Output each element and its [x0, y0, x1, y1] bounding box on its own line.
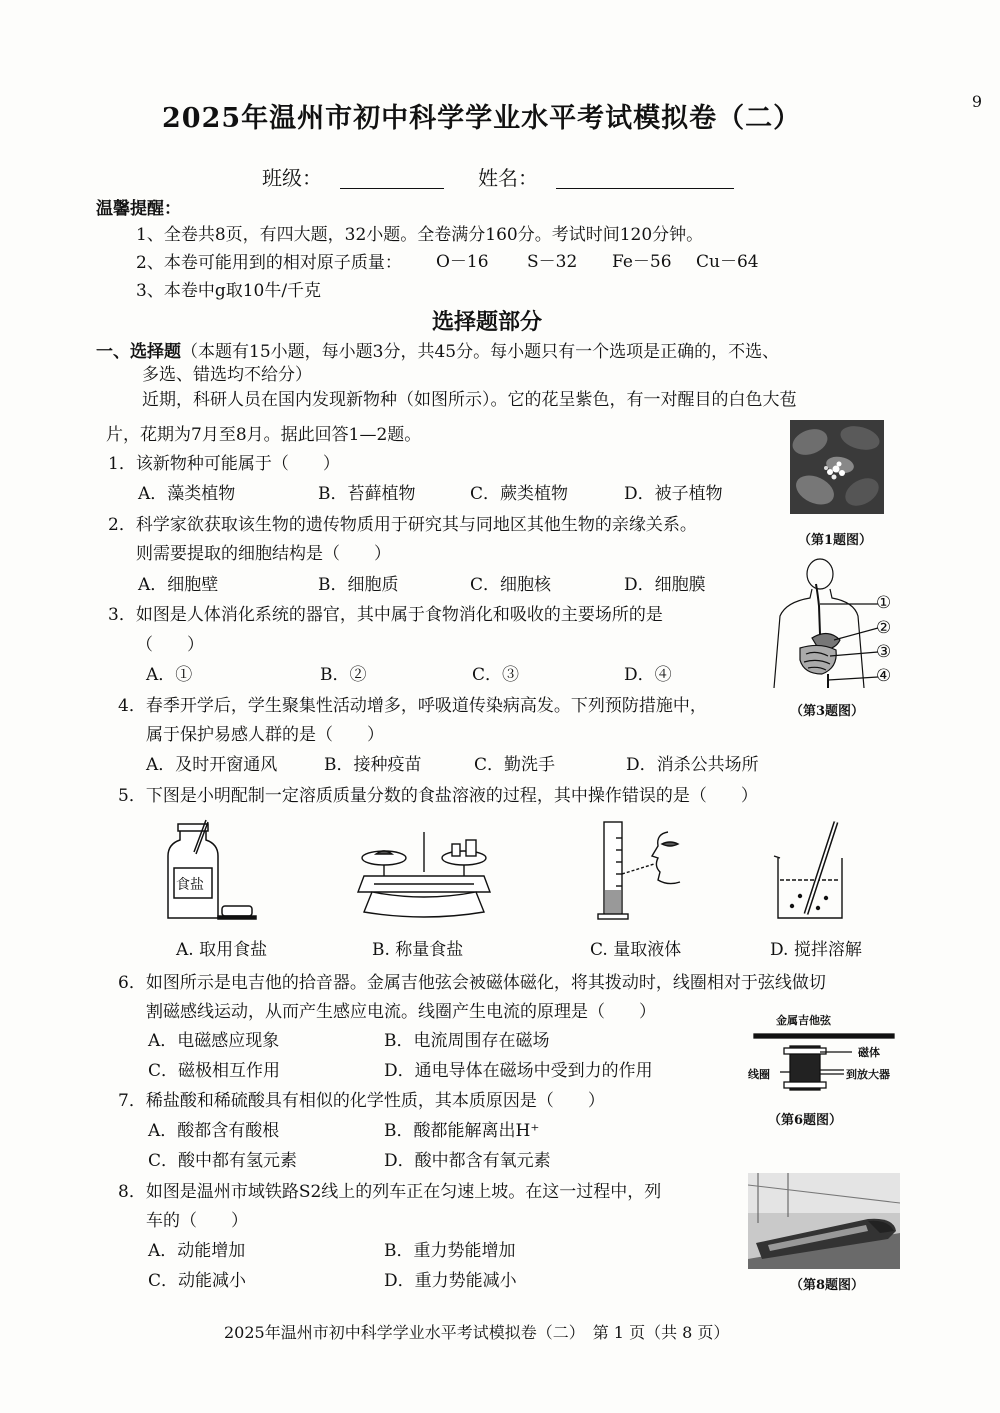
q6-stem-2: 割磁感线运动，从而产生感应电流。线圈产生电流的原理是（ ） — [146, 1002, 656, 1022]
fig3-label-2: ② — [876, 618, 892, 638]
train-photo — [748, 1173, 900, 1269]
q2-option-d[interactable]: D．细胞膜 — [624, 575, 706, 595]
q7-option-c[interactable]: C．酸中都有氢元素 — [148, 1151, 298, 1171]
name-label: 姓名： — [478, 166, 538, 190]
name-field — [478, 167, 734, 189]
section-title: 选择题部分 — [432, 309, 543, 335]
q6-option-c[interactable]: C．磁极相互作用 — [148, 1061, 281, 1081]
class-blank — [340, 170, 444, 189]
part1-heading-line — [96, 341, 779, 363]
corner-mark: 9 — [971, 92, 982, 111]
notice-item-3: 3、本卷中g取10牛/千克 — [136, 281, 322, 301]
mass-s: S－32 — [527, 252, 578, 272]
q4-stem-2: 属于保护易感人群的是（ ） — [146, 725, 384, 745]
q3-stem-1: 3．如图是人体消化系统的器官，其中属于食物消化和吸收的主要场所的是 — [108, 605, 663, 625]
balance-figure — [354, 832, 504, 922]
stirring-beaker-figure — [772, 818, 852, 922]
q8-stem-1: 8．如图是温州市域铁路S2线上的列车正在匀速上坡。在这一过程中，列 — [118, 1182, 662, 1202]
fig3-label-4: ④ — [876, 666, 892, 686]
intro-line-2: 片，花期为7月至8月。据此回答1—2题。 — [106, 425, 422, 445]
mass-cu: Cu－64 — [696, 252, 759, 272]
class-label: 班级： — [262, 166, 322, 190]
q8-option-c[interactable]: C．动能减小 — [148, 1271, 247, 1291]
notice-item-2: 2、本卷可能用到的相对原子质量： — [136, 253, 402, 273]
q1-option-b[interactable]: B．苔藓植物 — [318, 484, 416, 504]
fig8-caption: （第8题图） — [790, 1278, 865, 1293]
notice-item-1: 1、全卷共8页，有四大题，32小题。全卷满分160分。考试时间120分钟。 — [136, 225, 704, 245]
q8-option-d[interactable]: D．重力势能减小 — [384, 1271, 517, 1291]
salt-jar-figure — [158, 812, 258, 922]
q2-option-c[interactable]: C．细胞核 — [470, 575, 552, 595]
q8-stem-2: 车的（ ） — [146, 1211, 248, 1231]
q4-option-a[interactable]: A．及时开窗通风 — [146, 755, 278, 775]
q4-stem-1: 4．春季开学后，学生聚集性活动增多，呼吸道传染病高发。下列预防措施中， — [118, 696, 707, 716]
mass-o: O－16 — [436, 252, 489, 272]
q6-stem-1: 6．如图所示是电吉他的拾音器。金属吉他弦会被磁体磁化，将其拨动时，线圈相对于弦线做切 — [118, 973, 826, 993]
fig3-caption: （第3题图） — [790, 704, 865, 719]
q8-option-b[interactable]: B．重力势能增加 — [384, 1241, 516, 1261]
fig3-label-1: ① — [876, 593, 892, 613]
q2-option-b[interactable]: B．细胞质 — [318, 575, 399, 595]
fig6-coil-label: 线圈 — [748, 1068, 770, 1081]
q6-option-b[interactable]: B．电流周围存在磁场 — [384, 1031, 550, 1051]
digestive-system-figure — [772, 556, 902, 694]
q1-option-a[interactable]: A．藻类植物 — [138, 484, 236, 504]
q1-option-d[interactable]: D．被子植物 — [624, 484, 723, 504]
q5-option-d[interactable]: D. 搅拌溶解 — [770, 940, 862, 960]
salt-label: 食盐 — [176, 877, 204, 893]
q7-stem: 7．稀盐酸和稀硫酸具有相似的化学性质，其本质原因是（ ） — [118, 1091, 605, 1111]
q1-option-c[interactable]: C．蕨类植物 — [470, 484, 569, 504]
q3-option-d[interactable]: D．④ — [624, 665, 672, 685]
intro-line-1: 近期，科研人员在国内发现新物种（如图所示）。它的花呈紫色，有一对醒目的白色大苞 — [142, 390, 797, 410]
name-blank — [556, 170, 734, 189]
fig1-caption: （第1题图） — [798, 533, 873, 548]
notice-heading: 温馨提醒： — [96, 199, 181, 219]
q3-option-c[interactable]: C．③ — [472, 665, 520, 685]
q5-option-c[interactable]: C. 量取液体 — [590, 940, 682, 960]
exam-title: 2025年温州市初中科学学业水平考试模拟卷（二） — [162, 103, 802, 134]
part1-desc-1: （本题有15小题，每小题3分，共45分。每小题只有一个选项是正确的，不选、 — [181, 342, 780, 362]
part1-desc-2: 多选、错选均不给分） — [142, 365, 312, 385]
fig6-string-label: 金属吉他弦 — [776, 1014, 831, 1027]
fig3-label-3: ③ — [876, 642, 892, 662]
q5-option-b[interactable]: B. 称量食盐 — [372, 940, 464, 960]
q2-stem-1: 2．科学家欲获取该生物的遗传物质用于研究其与同地区其他生物的亲缘关系。 — [108, 515, 697, 535]
fig6-magnet-label: 磁体 — [858, 1046, 880, 1059]
fig6-caption: （第6题图） — [768, 1113, 843, 1128]
cylinder-figure — [596, 818, 686, 922]
fig6-amp-label: 到放大器 — [846, 1068, 890, 1081]
q5-stem: 5．下图是小明配制一定溶质质量分数的食盐溶液的过程，其中操作错误的是（ ） — [118, 786, 758, 806]
q7-option-a[interactable]: A．酸都含有酸根 — [148, 1121, 280, 1141]
q6-option-d[interactable]: D．通电导体在磁场中受到力的作用 — [384, 1061, 653, 1081]
new-species-photo — [790, 420, 884, 514]
q1-stem: 1．该新物种可能属于（ ） — [108, 454, 340, 474]
class-field — [262, 167, 444, 189]
q2-stem-2: 则需要提取的细胞结构是（ ） — [136, 544, 391, 564]
q3-option-a[interactable]: A．① — [146, 665, 193, 685]
q3-stem-2: （ ） — [136, 635, 204, 655]
q5-option-a[interactable]: A. 取用食盐 — [176, 940, 268, 960]
q4-option-d[interactable]: D．消杀公共场所 — [626, 755, 759, 775]
part1-heading: 一、选择题 — [96, 342, 181, 362]
q7-option-d[interactable]: D．酸中都含有氧元素 — [384, 1151, 551, 1171]
page-footer: 2025年温州市初中科学学业水平考试模拟卷（二） 第 1 页（共 8 页） — [224, 1323, 730, 1342]
q6-option-a[interactable]: A．电磁感应现象 — [148, 1031, 280, 1051]
q4-option-b[interactable]: B．接种疫苗 — [324, 755, 422, 775]
q2-option-a[interactable]: A．细胞壁 — [138, 575, 219, 595]
q8-option-a[interactable]: A．动能增加 — [148, 1241, 246, 1261]
mass-fe: Fe－56 — [612, 252, 672, 272]
q7-option-b[interactable]: B．酸都能解离出H⁺ — [384, 1121, 540, 1141]
q4-option-c[interactable]: C．勤洗手 — [474, 755, 556, 775]
guitar-pickup-figure — [748, 1012, 900, 1096]
q3-option-b[interactable]: B．② — [320, 665, 367, 685]
